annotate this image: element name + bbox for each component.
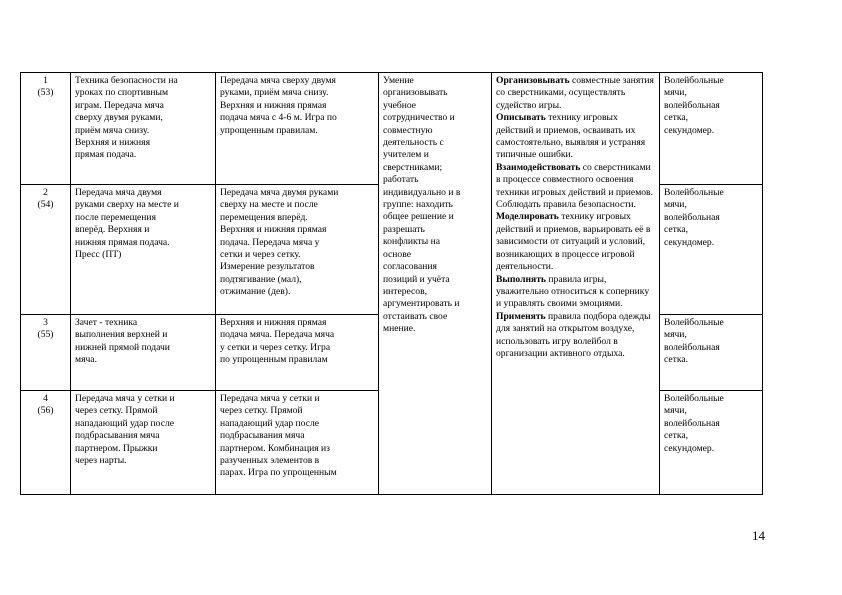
activity-verb: Описывать bbox=[496, 112, 546, 124]
lesson-content-cell bbox=[216, 185, 379, 315]
activity-verb: Организовывать bbox=[496, 75, 570, 86]
lesson-number: 1 bbox=[43, 75, 48, 86]
lesson-sub-number: (55) bbox=[37, 329, 54, 341]
page-number: 14 bbox=[752, 528, 765, 543]
lesson-content: Передача мяча сверху двумя руками, приём мяча снизу. Верхняя и нижняя прямая подача мяча с 4-6 м. Игра по упрощенным правилам. bbox=[220, 75, 337, 136]
activity-verb: Моделировать bbox=[496, 211, 559, 223]
activity-verb: Применять bbox=[496, 310, 546, 322]
activity-item bbox=[496, 75, 655, 112]
activity-text: правила игры, уважительно относиться к сопернику и управлять своими эмоциями. bbox=[496, 273, 650, 310]
lesson-number-cell bbox=[21, 185, 71, 315]
activity-verb: Взаимодействовать bbox=[496, 161, 581, 173]
activity-item bbox=[496, 211, 655, 273]
skills-cell: Умение организовывать учебное сотрудничество и совместную деятельность с учителем и сверстниками; работать индивидуально и в группе: находить общее решение и разрешать конфликты на основе согласования позиций и учёта интересов, аргументировать и отстаивать свое мнение. bbox=[379, 73, 492, 495]
lesson-number: 2 bbox=[43, 187, 48, 198]
lesson-topic: Техника безопасности на уроках по спортивным играм. Передача мяча сверху двумя руками, приём мяча снизу. Верхняя и нижняя прямая подача. bbox=[75, 75, 178, 161]
lesson-sub-number: (54) bbox=[37, 199, 54, 211]
lesson-number: 4 bbox=[43, 393, 48, 404]
lesson-plan-table bbox=[20, 72, 763, 495]
lesson-content-cell bbox=[216, 391, 379, 495]
activity-item bbox=[496, 112, 655, 162]
lesson-sub-number: (56) bbox=[37, 405, 54, 417]
equipment-cell: Волейбольные мячи, волейбольная сетка, секундомер. bbox=[660, 73, 763, 185]
lesson-content-cell bbox=[216, 73, 379, 185]
activity-text: совместные занятия со сверстниками, осуществлять судейство игры. bbox=[496, 75, 654, 111]
lesson-topic-cell bbox=[71, 73, 216, 185]
student-activities-cell bbox=[492, 73, 660, 495]
lesson-number-cell bbox=[21, 315, 71, 391]
table-row bbox=[21, 73, 763, 185]
lesson-number: 3 bbox=[43, 317, 48, 328]
lesson-number-cell bbox=[21, 73, 71, 185]
lesson-topic-cell bbox=[71, 185, 216, 315]
lesson-content: Верхняя и нижняя прямая подача мяча. Передача мяча у сетки и через сетку. Игра по упрощенным правилам bbox=[220, 317, 335, 366]
activity-text: правила подбора одежды для занятий на открытом воздухе, использовать игру волейбол в организации активного отдыха. bbox=[496, 310, 651, 359]
activity-text: со сверстниками в процессе совместного освоения техники игровых действий и приемов. Соблюдать правила безопасности. bbox=[496, 161, 653, 211]
lesson-content-cell bbox=[216, 315, 379, 391]
lesson-sub-number: (53) bbox=[37, 87, 54, 99]
activity-item bbox=[496, 162, 655, 212]
activity-verb: Выполнять bbox=[496, 273, 546, 285]
lesson-topic-cell bbox=[71, 391, 216, 495]
lesson-topic: Передача мяча у сетки и через сетку. Прямой нападающий удар после подбрасывания мяча партнером. Прыжки через нарты. bbox=[75, 393, 175, 467]
lesson-topic: Зачет - техника выполнения верхней и нижней прямой подачи мяча. bbox=[75, 317, 170, 366]
lesson-topic: Передача мяча двумя руками сверху на месте и после перемещения вперёд. Верхняя и нижняя прямая подача. Пресс (ПТ) bbox=[75, 187, 179, 261]
lesson-topic-cell bbox=[71, 315, 216, 391]
equipment-cell: Волейбольные мячи, волейбольная сетка, секундомер. bbox=[660, 185, 763, 315]
equipment-cell: Волейбольные мячи, волейбольная сетка. bbox=[660, 315, 763, 391]
activity-item bbox=[496, 311, 655, 361]
activity-text: технику игровых действий и приемов, осваивать их самостоятельно, выявляя и устраняя типичные ошибки. bbox=[496, 112, 646, 161]
lesson-number-cell bbox=[21, 391, 71, 495]
equipment-cell: Волейбольные мячи, волейбольная сетка, секундомер. bbox=[660, 391, 763, 495]
activity-text: технику игровых действий и приемов, варьировать её в зависимости от ситуаций и условий, возникающих в процессе игровой деятельности. bbox=[496, 211, 651, 273]
lesson-content: Передача мяча у сетки и через сетку. Прямой нападающий удар после подбрасывания мяча партнером. Комбинация из разученных элементов в парах. Игра по упрощенным bbox=[220, 393, 337, 479]
activity-item bbox=[496, 274, 655, 311]
lesson-content: Передача мяча двумя руками сверху на месте и после перемещения вперёд. Верхняя и нижняя прямая подача. Передача мяча у сетки и через сетку. Измерение результатов подтягивание (мал), отжимание (дев). bbox=[220, 187, 339, 298]
